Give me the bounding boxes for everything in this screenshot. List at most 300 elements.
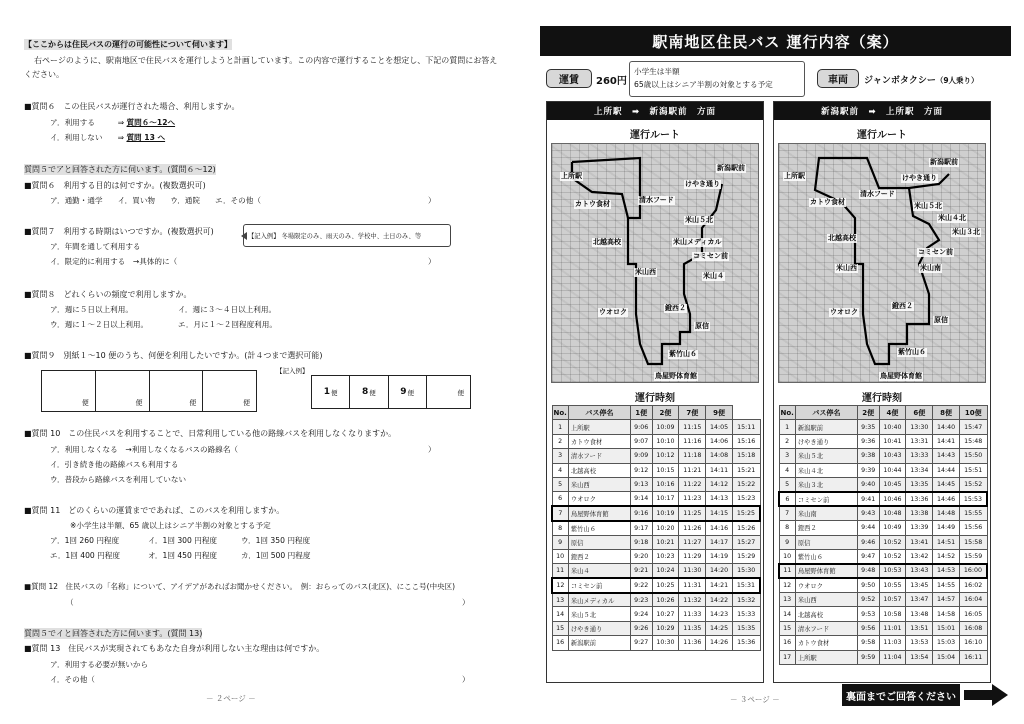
departure-time: 10:16 xyxy=(652,477,679,491)
q9-example-boxes xyxy=(311,375,471,409)
map-stop-label: 米山５北 xyxy=(914,202,942,210)
stop-name: 新潟駅前 xyxy=(795,420,857,434)
q11-option-e[interactable]: オ．1回 450 円程度 xyxy=(148,551,218,560)
stop-number: 2 xyxy=(779,434,795,448)
departure-time: 9:46 xyxy=(857,535,879,549)
departure-time: 10:24 xyxy=(652,564,679,578)
q6b-options[interactable]: ア．通勤・通学 イ．買い物 ウ．通院 エ．その他（ xyxy=(50,196,261,205)
q9-answer-box[interactable] xyxy=(96,371,150,411)
map-stop-label: ウオロク xyxy=(599,308,627,316)
departure-time: 13:53 xyxy=(906,636,933,650)
timetable-title: 運行時刻 xyxy=(862,393,902,404)
timetable-header-cell: 8便 xyxy=(933,406,960,420)
departure-time: 15:22 xyxy=(732,477,760,491)
departure-time: 11:15 xyxy=(679,420,706,434)
departure-time: 15:59 xyxy=(959,549,987,563)
departure-time: 16:11 xyxy=(959,650,987,664)
q10-option-a[interactable]: ア．利用しなくなる →利用しなくなるバスの路線名（ xyxy=(50,445,239,454)
map-stop-label: 新潟駅前 xyxy=(717,164,745,172)
stop-name: 米山西 xyxy=(568,477,630,491)
map-stop-label: 米山５北 xyxy=(685,216,713,224)
departure-time: 13:39 xyxy=(906,521,933,535)
departure-time: 10:58 xyxy=(879,607,906,621)
departure-time: 9:18 xyxy=(630,535,652,549)
q9-example-unit: 便 xyxy=(331,388,338,397)
q9-answer-boxes xyxy=(41,370,257,412)
departure-time: 14:46 xyxy=(933,492,960,506)
departure-time: 10:10 xyxy=(652,434,679,448)
departure-time: 15:18 xyxy=(732,449,760,463)
departure-time: 10:40 xyxy=(879,420,906,434)
stop-name: 米山南 xyxy=(795,506,857,520)
table-row xyxy=(552,521,760,535)
direction-bar: 新潟駅前 ➡ 上所駅 方面 xyxy=(774,102,990,120)
departure-time: 13:43 xyxy=(906,564,933,578)
route-title: 運行ルート xyxy=(857,130,907,141)
departure-time: 10:20 xyxy=(652,521,679,535)
route-map xyxy=(551,143,759,383)
map-stop-label: 北越高校 xyxy=(593,238,621,246)
intro-line-2: ください。 xyxy=(24,70,64,79)
departure-time: 11:25 xyxy=(679,506,706,520)
departure-time: 13:51 xyxy=(906,621,933,635)
departure-time: 9:48 xyxy=(857,564,879,578)
q11-option-c[interactable]: ウ．1回 350 円程度 xyxy=(241,536,311,545)
departure-time: 15:53 xyxy=(959,492,987,506)
map-stop-label: 清水フード xyxy=(639,196,674,204)
question-12: ■質問 12 住民バスの「名称」について、アイデアがあればお聞かせください。 例：おらってのバス(北区)、にここ号(中央区) xyxy=(24,582,455,591)
stop-name: 米山５北 xyxy=(795,449,857,463)
q11-option-a[interactable]: ア．1回 260 円程度 xyxy=(50,536,120,545)
departure-time: 15:11 xyxy=(732,420,760,434)
question-6b: ■質問６ 利用する目的は何ですか。(複数選択可) xyxy=(24,181,206,190)
departure-time: 14:06 xyxy=(706,434,733,448)
departure-time: 14:25 xyxy=(706,621,733,635)
departure-time: 9:56 xyxy=(857,621,879,635)
departure-time: 15:50 xyxy=(959,449,987,463)
q12-open-paren: （ xyxy=(66,598,74,607)
departure-time: 9:36 xyxy=(857,434,879,448)
q9-example-unit: 便 xyxy=(369,388,376,397)
departure-time: 14:57 xyxy=(933,593,960,607)
stop-number: 12 xyxy=(779,578,795,592)
departure-time: 11:35 xyxy=(679,621,706,635)
table-row xyxy=(779,506,987,520)
route-line xyxy=(779,144,986,383)
map-stop-label: 紫竹山６ xyxy=(669,350,697,358)
departure-time: 9:52 xyxy=(857,593,879,607)
table-row xyxy=(779,492,987,506)
timetable-header-cell: No. xyxy=(552,406,568,420)
stop-name: ウオロク xyxy=(568,492,630,506)
departure-time: 9:40 xyxy=(857,477,879,491)
stop-name: 米山メディカル xyxy=(568,593,630,607)
table-row xyxy=(552,549,760,563)
departure-time: 15:25 xyxy=(732,506,760,520)
page-title: 駅南地区住民バス 運行内容（案） xyxy=(540,26,1011,56)
departure-time: 15:56 xyxy=(959,521,987,535)
departure-time: 9:39 xyxy=(857,463,879,477)
stop-name: コミセン前 xyxy=(568,578,630,592)
departure-time: 10:53 xyxy=(879,564,906,578)
q9-example-num: 1 xyxy=(323,387,330,397)
fare-note xyxy=(629,61,805,97)
departure-time: 14:08 xyxy=(706,449,733,463)
departure-time: 10:52 xyxy=(879,549,906,563)
departure-time: 14:53 xyxy=(933,564,960,578)
table-row xyxy=(552,492,760,506)
table-row xyxy=(779,449,987,463)
q9-answer-box[interactable] xyxy=(203,371,256,411)
timetable-header-row xyxy=(552,406,760,420)
table-row xyxy=(552,420,760,434)
departure-time: 11:03 xyxy=(879,636,906,650)
departure-time: 9:20 xyxy=(630,549,652,563)
fare-label: 運賃 xyxy=(546,69,592,88)
q11-option-d[interactable]: エ．1回 400 円程度 xyxy=(50,551,120,560)
q8-option-a[interactable]: ア．週に５日以上利用。 xyxy=(50,305,133,314)
map-stop-label: 鐙西２ xyxy=(892,302,913,310)
departure-time: 10:57 xyxy=(879,593,906,607)
q11-option-f[interactable]: カ．1回 500 円程度 xyxy=(241,551,311,560)
departure-time: 9:26 xyxy=(630,621,652,635)
q11-option-b[interactable]: イ．1回 300 円程度 xyxy=(148,536,218,545)
map-stop-label: 北越高校 xyxy=(828,234,856,242)
q12-answer-field[interactable] xyxy=(78,597,460,607)
departure-time: 9:07 xyxy=(630,434,652,448)
intro-line-1: 右ページのように、駅南地区で住民バスを運行しようと計画しています。この内容で運行することを想定し、下記の質問にお答え xyxy=(34,56,498,65)
departure-time: 13:36 xyxy=(906,492,933,506)
route-column-outbound xyxy=(546,101,764,683)
stop-number: 11 xyxy=(552,564,568,578)
stop-number: 7 xyxy=(779,506,795,520)
stop-number: 17 xyxy=(779,650,795,664)
departure-time: 10:48 xyxy=(879,506,906,520)
departure-time: 15:21 xyxy=(732,463,760,477)
stop-number: 5 xyxy=(779,477,795,491)
departure-time: 11:36 xyxy=(679,636,706,650)
departure-time: 9:58 xyxy=(857,636,879,650)
departure-time: 9:41 xyxy=(857,492,879,506)
departure-time: 15:23 xyxy=(732,492,760,506)
stop-name: 清水フード xyxy=(795,621,857,635)
timetable-header-cell: 4便 xyxy=(879,406,906,420)
q8-option-d[interactable]: エ．月に１〜２回程度利用。 xyxy=(178,320,277,329)
departure-time: 10:21 xyxy=(652,535,679,549)
departure-time: 15:58 xyxy=(959,535,987,549)
stop-number: 12 xyxy=(552,578,568,592)
departure-time: 13:42 xyxy=(906,549,933,563)
departure-time: 10:25 xyxy=(652,578,679,592)
departure-time: 9:38 xyxy=(857,449,879,463)
table-row xyxy=(779,593,987,607)
stop-number: 11 xyxy=(779,564,795,578)
departure-time: 14:22 xyxy=(706,593,733,607)
stop-name: 米山４ xyxy=(568,564,630,578)
departure-time: 10:49 xyxy=(879,521,906,535)
departure-time: 15:16 xyxy=(732,434,760,448)
map-stop-label: ウオロク xyxy=(830,308,858,316)
departure-time: 13:31 xyxy=(906,434,933,448)
question-11: ■質問 11 どのくらいの運賃までであれば、このバスを利用しますか。 xyxy=(24,506,285,515)
stop-number: 16 xyxy=(779,636,795,650)
timetable-header-cell: No. xyxy=(779,406,795,420)
page-number-3: － ３ページ － xyxy=(730,695,780,704)
departure-time: 14:49 xyxy=(933,521,960,535)
departure-time: 10:29 xyxy=(652,621,679,635)
departure-time: 9:06 xyxy=(630,420,652,434)
q6-option-a-label: ア．利用する ⇒ xyxy=(50,118,125,127)
map-stop-label: 米山南 xyxy=(920,264,941,272)
table-row xyxy=(779,636,987,650)
q12-close-paren: ） xyxy=(462,598,470,607)
map-stop-label: カトウ食材 xyxy=(810,198,845,206)
fare-note-child: 小学生は半額 xyxy=(634,67,680,76)
q9-example-box xyxy=(312,376,350,408)
departure-time: 15:36 xyxy=(732,636,760,650)
departure-time: 13:45 xyxy=(906,578,933,592)
departure-time: 13:47 xyxy=(906,593,933,607)
stop-number: 8 xyxy=(779,521,795,535)
departure-time: 14:44 xyxy=(933,463,960,477)
departure-time: 14:21 xyxy=(706,578,733,592)
table-row xyxy=(779,607,987,621)
q9-box-unit: 便 xyxy=(81,399,89,407)
table-row xyxy=(552,477,760,491)
stop-name: 上所駅 xyxy=(795,650,857,664)
fare-value: 260円 xyxy=(596,76,627,87)
departure-time: 11:23 xyxy=(679,492,706,506)
departure-time: 15:31 xyxy=(732,578,760,592)
map-stop-label: コミセン前 xyxy=(693,252,728,260)
stop-name: 新潟駅前 xyxy=(568,636,630,650)
table-row xyxy=(552,564,760,578)
stop-name: 北越高校 xyxy=(568,463,630,477)
departure-time: 13:38 xyxy=(906,506,933,520)
departure-time: 10:26 xyxy=(652,593,679,607)
departure-time: 13:41 xyxy=(906,535,933,549)
departure-time: 15:03 xyxy=(933,636,960,650)
map-stop-label: けやき通り xyxy=(902,174,937,182)
map-stop-label: 原信 xyxy=(695,322,709,330)
departure-time: 10:27 xyxy=(652,607,679,621)
departure-time: 9:21 xyxy=(630,564,652,578)
map-stop-label: 米山３北 xyxy=(952,228,980,236)
map-stop-label: 清水フード xyxy=(860,190,895,198)
stop-number: 4 xyxy=(779,463,795,477)
departure-time: 13:48 xyxy=(906,607,933,621)
q13-option-a[interactable]: ア．利用する必要が無いから xyxy=(50,660,149,669)
departure-time: 13:34 xyxy=(906,463,933,477)
q6-option-a[interactable] xyxy=(50,117,175,128)
map-stop-label: 上所駅 xyxy=(784,172,805,180)
q6-option-b-jump: 質問 13 へ xyxy=(126,133,166,142)
departure-time: 14:19 xyxy=(706,549,733,563)
departure-time: 9:50 xyxy=(857,578,879,592)
stop-name: 鳥屋野体育館 xyxy=(568,506,630,520)
q9-example-box xyxy=(427,376,470,408)
stop-number: 7 xyxy=(552,506,568,520)
q10-option-b[interactable]: イ．引き続き他の路線バスも利用する xyxy=(50,460,179,469)
stop-name: 鐙西２ xyxy=(568,549,630,563)
departure-time: 14:52 xyxy=(933,549,960,563)
q9-answer-box[interactable] xyxy=(42,371,96,411)
departure-time: 9:14 xyxy=(630,492,652,506)
departure-time: 10:41 xyxy=(879,434,906,448)
departure-time: 10:09 xyxy=(652,420,679,434)
arrow-right-icon xyxy=(964,684,1008,706)
stop-number: 15 xyxy=(779,621,795,635)
q7-option-a[interactable]: ア．年間を通して利用する xyxy=(50,242,141,251)
stop-name: 鐙西２ xyxy=(795,521,857,535)
stop-name: 北越高校 xyxy=(795,607,857,621)
stop-name: 清水フード xyxy=(568,449,630,463)
departure-time: 9:16 xyxy=(630,506,652,520)
question-10: ■質問 10 この住民バスを利用することで、日常利用している他の路線バスを利用しなくなりますか。 xyxy=(24,429,397,438)
stop-number: 16 xyxy=(552,636,568,650)
timetable-header-cell: 6便 xyxy=(906,406,933,420)
departure-time: 9:12 xyxy=(630,463,652,477)
stop-name: カトウ食材 xyxy=(568,434,630,448)
map-stop-label: 鳥屋野体育館 xyxy=(655,372,697,380)
departure-time: 9:35 xyxy=(857,420,879,434)
question-9: ■質問９ 別紙１〜10 便のうち、何便を利用したいですか。(計４つまで選択可能) xyxy=(24,351,323,360)
q6-option-a-jump: 質問６〜12へ xyxy=(126,118,176,127)
q9-example-unit: 便 xyxy=(457,388,464,397)
departure-time: 15:51 xyxy=(959,463,987,477)
q6-option-b[interactable] xyxy=(50,132,165,143)
departure-time: 15:32 xyxy=(732,593,760,607)
question-13: ■質問 13 住民バスが実現されてもあなた自身が利用しない主な理由は何ですか。 xyxy=(24,644,325,653)
departure-time: 9:24 xyxy=(630,607,652,621)
departure-time: 9:13 xyxy=(630,477,652,491)
timetable-header-cell: 2便 xyxy=(652,406,679,420)
q7-option-b[interactable]: イ．限定的に利用する →具体的に（ xyxy=(50,257,178,266)
q11-note: ※小学生は半額、65 歳以上はシニア半割の対象とする予定 xyxy=(70,521,271,530)
departure-time: 14:48 xyxy=(933,506,960,520)
q8-option-c[interactable]: ウ．週に１〜２日以上利用。 xyxy=(50,320,149,329)
stop-name: カトウ食材 xyxy=(795,636,857,650)
vehicle-name: ジャンボタクシー xyxy=(864,76,936,86)
map-stop-label: 新潟駅前 xyxy=(930,158,958,166)
table-row xyxy=(779,549,987,563)
stop-number: 6 xyxy=(779,492,795,506)
stop-number: 9 xyxy=(552,535,568,549)
table-row xyxy=(779,564,987,578)
continue-on-back-banner: 裏面までご回答ください xyxy=(842,684,960,706)
departure-time: 14:40 xyxy=(933,420,960,434)
departure-time: 14:51 xyxy=(933,535,960,549)
q7-close-paren: ） xyxy=(428,257,436,266)
departure-time: 10:19 xyxy=(652,506,679,520)
table-row xyxy=(779,420,987,434)
departure-time: 11:27 xyxy=(679,535,706,549)
q6-option-b-label: イ．利用しない ⇒ xyxy=(50,133,125,142)
q9-example-label: 【記入例】 xyxy=(276,367,309,375)
departure-time: 15:27 xyxy=(732,535,760,549)
q9-box-unit: 便 xyxy=(189,399,197,407)
departure-time: 9:22 xyxy=(630,578,652,592)
table-row xyxy=(552,535,760,549)
departure-time: 15:04 xyxy=(933,650,960,664)
departure-time: 14:17 xyxy=(706,535,733,549)
stop-number: 8 xyxy=(552,521,568,535)
map-stop-label: 米山西 xyxy=(635,268,656,276)
departure-time: 15:55 xyxy=(959,506,987,520)
q6b-close-paren: ） xyxy=(428,196,436,205)
q9-answer-box[interactable] xyxy=(150,371,204,411)
timetable-title: 運行時刻 xyxy=(635,393,675,404)
q8-option-b[interactable]: イ．週に３〜４日以上利用。 xyxy=(178,305,277,314)
timetable-outbound xyxy=(551,405,761,651)
table-row xyxy=(779,521,987,535)
departure-time: 13:54 xyxy=(906,650,933,664)
departure-time: 13:33 xyxy=(906,449,933,463)
q7-example-callout: 【記入例】 冬場限定のみ、雨天のみ、学校中、土日のみ、等 xyxy=(243,224,451,247)
route-line xyxy=(552,144,759,383)
departure-time: 13:35 xyxy=(906,477,933,491)
stop-number: 1 xyxy=(552,420,568,434)
timetable-header-cell: 10便 xyxy=(959,406,987,420)
map-stop-label: 鐙西２ xyxy=(665,304,686,312)
departure-time: 15:01 xyxy=(933,621,960,635)
departure-time: 15:30 xyxy=(732,564,760,578)
departure-time: 14:55 xyxy=(933,578,960,592)
stop-name: けやき通り xyxy=(568,621,630,635)
timetable-header-cell: 9便 xyxy=(706,406,733,420)
timetable-header-cell: バス停名 xyxy=(568,406,630,420)
departure-time: 11:30 xyxy=(679,564,706,578)
q9-box-unit: 便 xyxy=(243,399,250,407)
stop-name: 紫竹山６ xyxy=(795,549,857,563)
departure-time: 15:48 xyxy=(959,434,987,448)
departure-time: 13:30 xyxy=(906,420,933,434)
departure-time: 10:45 xyxy=(879,477,906,491)
departure-time: 15:33 xyxy=(732,607,760,621)
departure-time: 9:27 xyxy=(630,636,652,650)
departure-time: 9:09 xyxy=(630,449,652,463)
departure-time: 11:31 xyxy=(679,578,706,592)
timetable-inbound xyxy=(778,405,988,665)
table-row xyxy=(552,621,760,635)
table-row xyxy=(779,578,987,592)
stop-name: 米山４北 xyxy=(795,463,857,477)
map-stop-label: 米山西 xyxy=(836,264,857,272)
table-row xyxy=(552,463,760,477)
stop-name: 米山西 xyxy=(795,593,857,607)
stop-name: 原信 xyxy=(568,535,630,549)
q10-option-c[interactable]: ウ．普段から路線バスを利用していない xyxy=(50,475,187,484)
vehicle-value xyxy=(864,73,979,86)
table-row xyxy=(552,636,760,650)
departure-time: 11:26 xyxy=(679,521,706,535)
map-stop-label: 米山メディカル xyxy=(673,238,722,246)
departure-time: 11:29 xyxy=(679,549,706,563)
departure-time: 14:43 xyxy=(933,449,960,463)
table-row xyxy=(779,463,987,477)
map-stop-label: コミセン前 xyxy=(918,248,953,256)
departure-time: 14:41 xyxy=(933,434,960,448)
departure-time: 11:01 xyxy=(879,621,906,635)
stop-name: 紫竹山６ xyxy=(568,521,630,535)
departure-time: 14:05 xyxy=(706,420,733,434)
departure-time: 10:46 xyxy=(879,492,906,506)
departure-time: 11:18 xyxy=(679,449,706,463)
direction-bar: 上所駅 ➡ 新潟駅前 方面 xyxy=(547,102,763,120)
departure-time: 15:52 xyxy=(959,477,987,491)
q13-option-b[interactable]: イ．その他（ xyxy=(50,675,95,684)
route-map xyxy=(778,143,986,383)
